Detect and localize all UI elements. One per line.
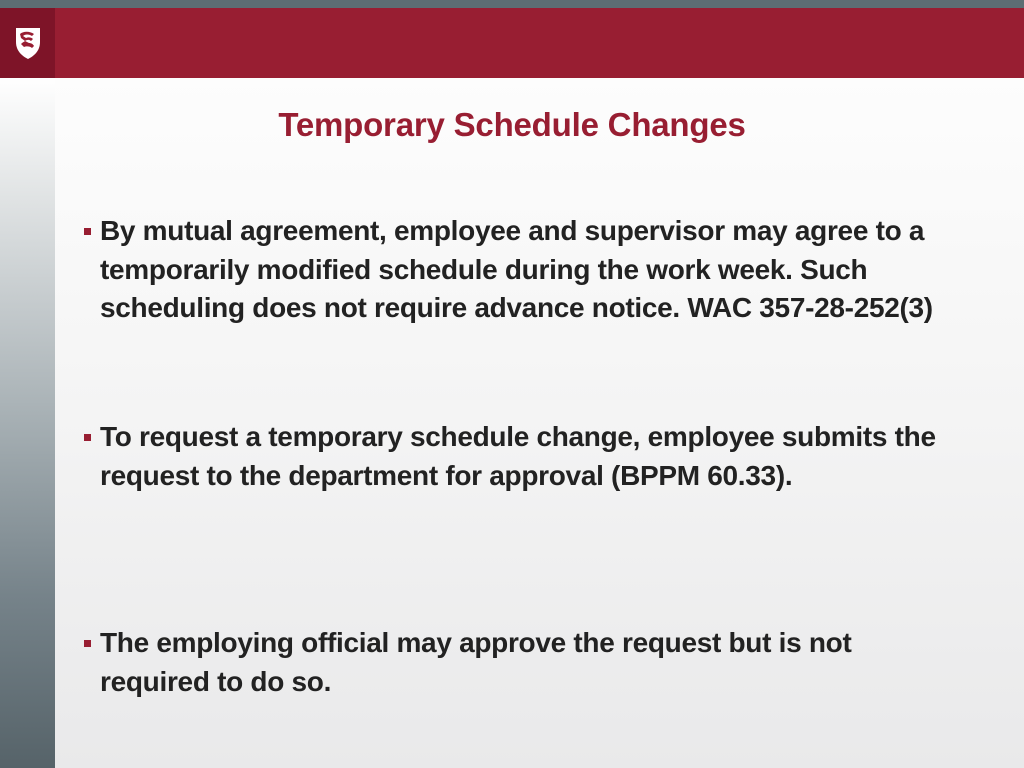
header-band [55, 8, 1024, 78]
top-gray-strip [0, 0, 1024, 8]
square-bullet-icon [82, 624, 100, 662]
bullet-text: The employing official may approve the request but is not required to do so. [100, 627, 852, 697]
bullet-text: To request a temporary schedule change, employee submits the request to the department for approval (BPPM 60.33). [100, 421, 936, 491]
slide-title: Temporary Schedule Changes [278, 106, 746, 143]
bullet-item [82, 418, 962, 495]
square-bullet-icon [82, 418, 100, 456]
left-gradient-bar [0, 78, 55, 768]
square-bullet-icon [82, 212, 100, 250]
bullet-item [82, 624, 962, 701]
bullet-item [82, 212, 962, 328]
wsu-cougar-shield-icon [13, 25, 43, 61]
bullet-text: By mutual agreement, employee and supervisor may agree to a temporarily modified schedule during the work week. Such scheduling does not require advance notice. WAC 357-28-252(3) [100, 215, 933, 323]
logo [0, 8, 55, 78]
